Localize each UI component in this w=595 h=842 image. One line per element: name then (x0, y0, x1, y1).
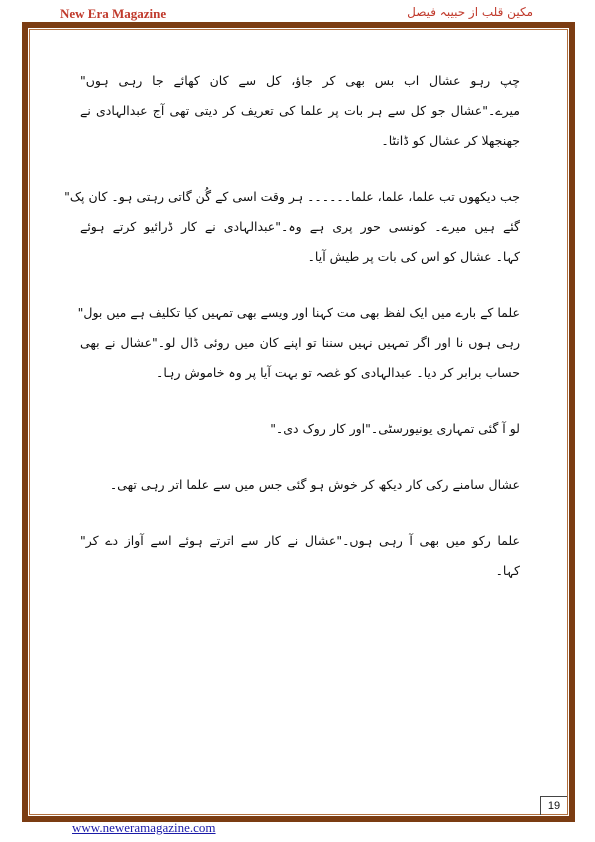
paragraph-line: جھنجھلا کر عشال کو ڈانٹا۔ (381, 133, 520, 148)
paragraph-line: کہا۔ (495, 563, 520, 578)
page-number: 19 (540, 796, 567, 815)
paragraph-line: میرے۔"عشال جو کل سے ہر بات پر علما کی تعریف کر دیتی تھی آج عبدالہادی نے (80, 103, 520, 118)
paragraph (77, 298, 520, 388)
paragraph-line: چپ رہو عشال اب بس بھی کر جاؤ، کل سے کان کھائے جا رہی ہوں" (80, 73, 520, 88)
footer-website-link[interactable]: www.neweramagazine.com (72, 820, 216, 835)
magazine-title: New Era Magazine (60, 6, 167, 21)
paragraph-line: لو آ گئی تمہاری یونیورسٹی۔"اور کار روک دی۔" (270, 421, 520, 436)
paragraph-line: گئے ہیں میرے۔ کونسی حور پری ہے وہ۔"عبدالہادی نے کار ڈرائیو کرتے ہوئے (80, 219, 520, 234)
paragraph-line: جب دیکھوں تب علما، علما، علما۔۔۔۔۔۔ ہر وقت اسی کے گُن گاتی رہتی ہو۔ کان پک" (64, 189, 520, 204)
paragraph-line: عشال سامنے رکی کار دیکھ کر خوش ہو گئی جس میں سے علما اتر رہی تھی۔ (109, 477, 520, 492)
paragraph (80, 526, 520, 586)
paragraph-line: علما رکو میں بھی آ رہی ہوں۔"عشال نے کار سے اترتے ہوئے اسے آواز دے کر" (80, 533, 520, 548)
paragraph (64, 182, 520, 272)
paragraph (80, 66, 520, 156)
paragraph (80, 414, 520, 444)
story-title: مکین قلب از حبیبہ فیصل (407, 5, 533, 19)
paragraph (80, 470, 520, 500)
paragraph-line: حساب برابر کر دیا۔ عبدالہادی کو غصہ تو بہت آیا پر وہ خاموش رہا۔ (156, 365, 520, 380)
paragraph-line: علما کے بارے میں ایک لفظ بھی مت کہنا اور ویسے بھی تمہیں کیا تکلیف ہے میں بول" (77, 305, 520, 320)
paragraph-line: کہا۔ عشال کو اس کی بات پر طیش آیا۔ (307, 249, 520, 264)
article-body (64, 66, 520, 766)
paragraph-line: رہی ہوں نا اور اگر تمہیں نہیں سننا تو اپنے کان میں روئی ڈال لو۔"عشال نے بھی (80, 335, 520, 350)
